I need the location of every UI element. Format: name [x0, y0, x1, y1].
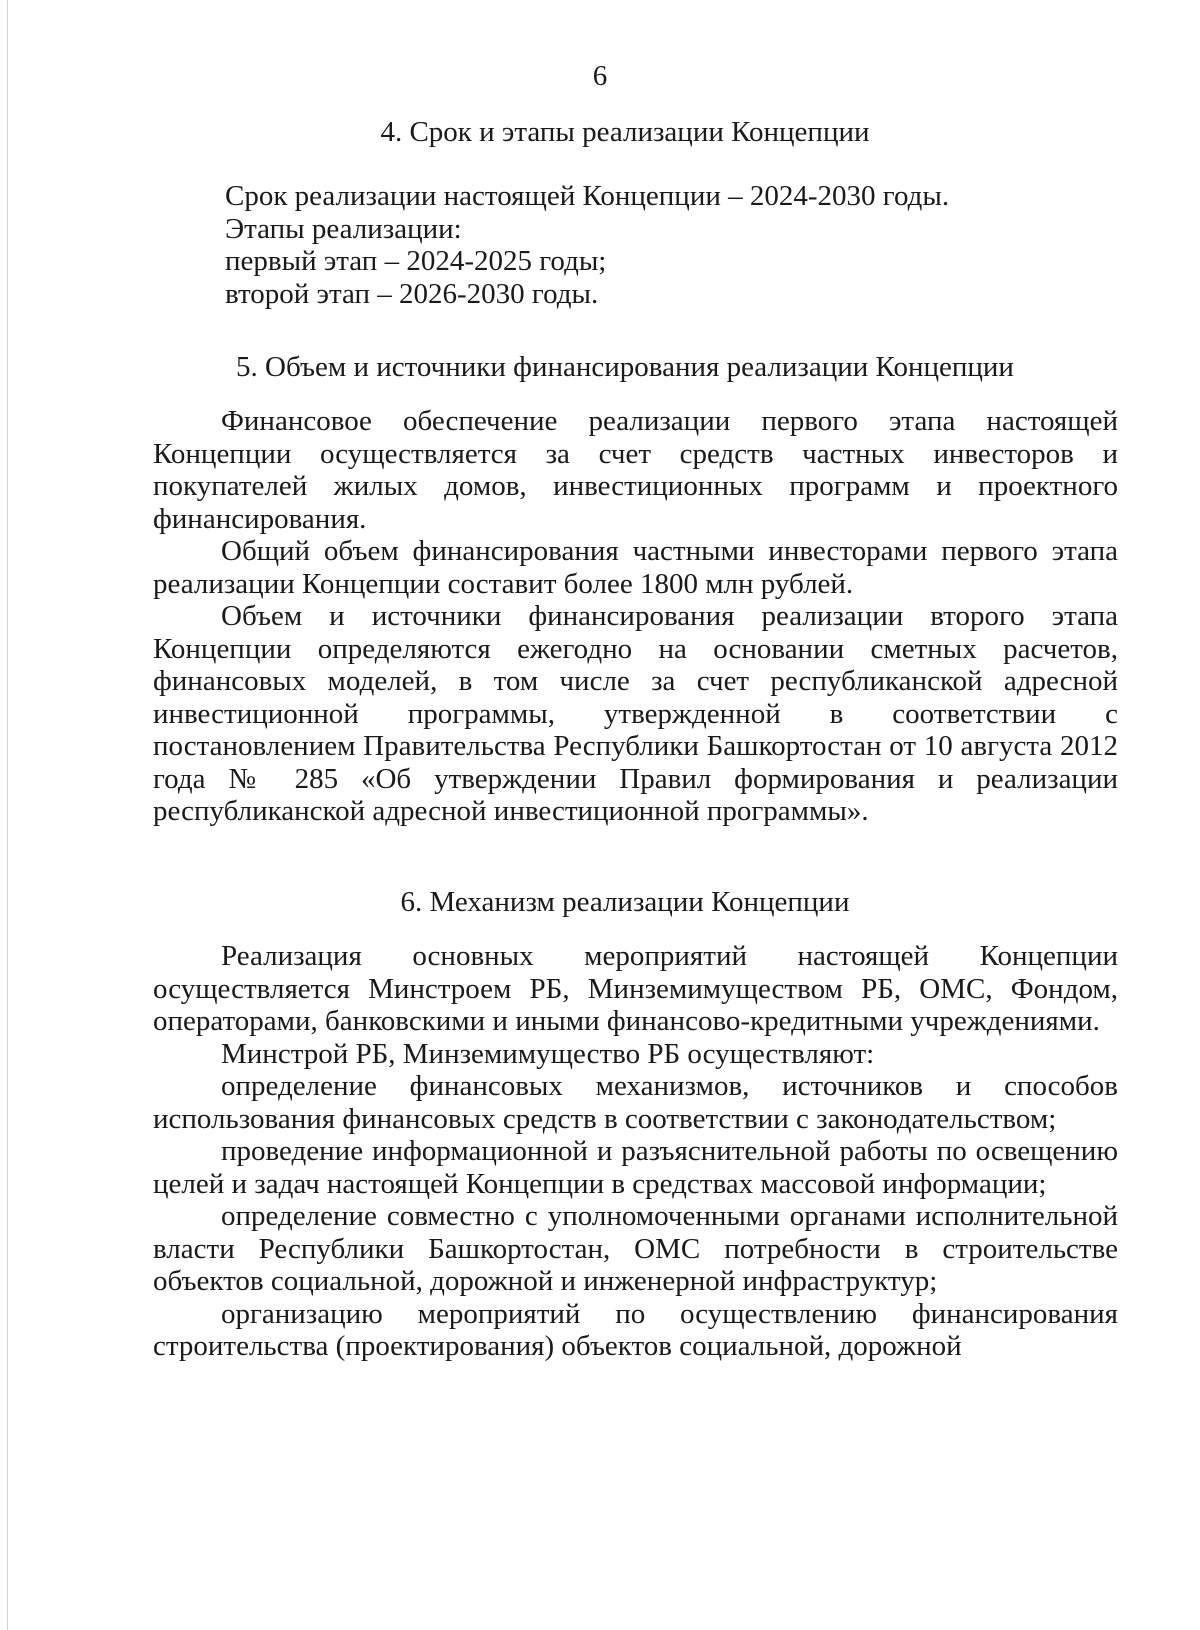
page-number: 6: [592, 60, 608, 92]
section-4-line-stage-2: второй этап – 2026-2030 годы.: [225, 277, 599, 310]
section-5-body: [153, 405, 1118, 828]
section-5-paragraph-1: Финансовое обеспечение реализации первого этапа настоящей Концепции осуществляется за счет средств частных инвесторов и покупателей жилых домов, инвестиционных программ и проектного финансирования.: [153, 405, 1118, 535]
section-4-line-term: Срок реализации настоящей Концепции – 2024-2030 годы.: [225, 180, 950, 212]
scan-edge-line: [7, 0, 8, 1630]
section-5-paragraph-3: Объем и источники финансирования реализации второго этапа Концепции определяются ежегодно на основании сметных расчетов, финансовых моделей, в том числе за счет республиканской адресной инвестиционной программы, утвержденной в соответствии с постановлением Правительства Республики Башкортостан от 10 августа 2012 года № 285 «Об утверждении Правил формирования и реализации республиканской адресной инвестиционной программы».: [153, 600, 1118, 827]
section-6-list-item-2: проведение информационной и разъяснительной работы по освещению целей и задач настоящей Концепции в средствах массовой информации;: [153, 1135, 1118, 1200]
section-6-list-item-4: организацию мероприятий по осуществлению финансирования строительства (проектирования) объектов социальной, дорожной: [153, 1297, 1118, 1362]
section-6-list-item-1: определение финансовых механизмов, источников и способов использования финансовых средств в соответствии с законодательством;: [153, 1070, 1118, 1135]
section-6-heading: 6. Механизм реализации Концепции: [400, 886, 850, 918]
section-4-line-stage-1: первый этап – 2024-2025 годы;: [225, 245, 607, 277]
section-6-paragraph-2: Минстрой РБ, Минземимущество РБ осуществляют:: [221, 1037, 875, 1070]
section-4-line-stages-label: Этапы реализации:: [225, 212, 462, 245]
section-4-heading: 4. Срок и этапы реализации Концепции: [380, 116, 870, 148]
section-4-lines: [225, 180, 1125, 310]
section-5-paragraph-2: Общий объем финансирования частными инвесторами первого этапа реализации Концепции составит более 1800 млн рублей.: [153, 535, 1118, 600]
section-6-body: [153, 940, 1118, 1363]
section-5-heading: 5. Объем и источники финансирования реализации Концепции: [236, 351, 1014, 383]
section-6-list-item-3: определение совместно с уполномоченными органами исполнительной власти Республики Башкортостан, ОМС потребности в строительстве объектов социальной, дорожной и инженерной инфраструктур;: [153, 1200, 1118, 1297]
section-6-paragraph-1: Реализация основных мероприятий настоящей Концепции осуществляется Минстроем РБ, Минземимуществом РБ, ОМС, Фондом, операторами, банковскими и иными финансово-кредитными учреждениями.: [153, 940, 1118, 1037]
